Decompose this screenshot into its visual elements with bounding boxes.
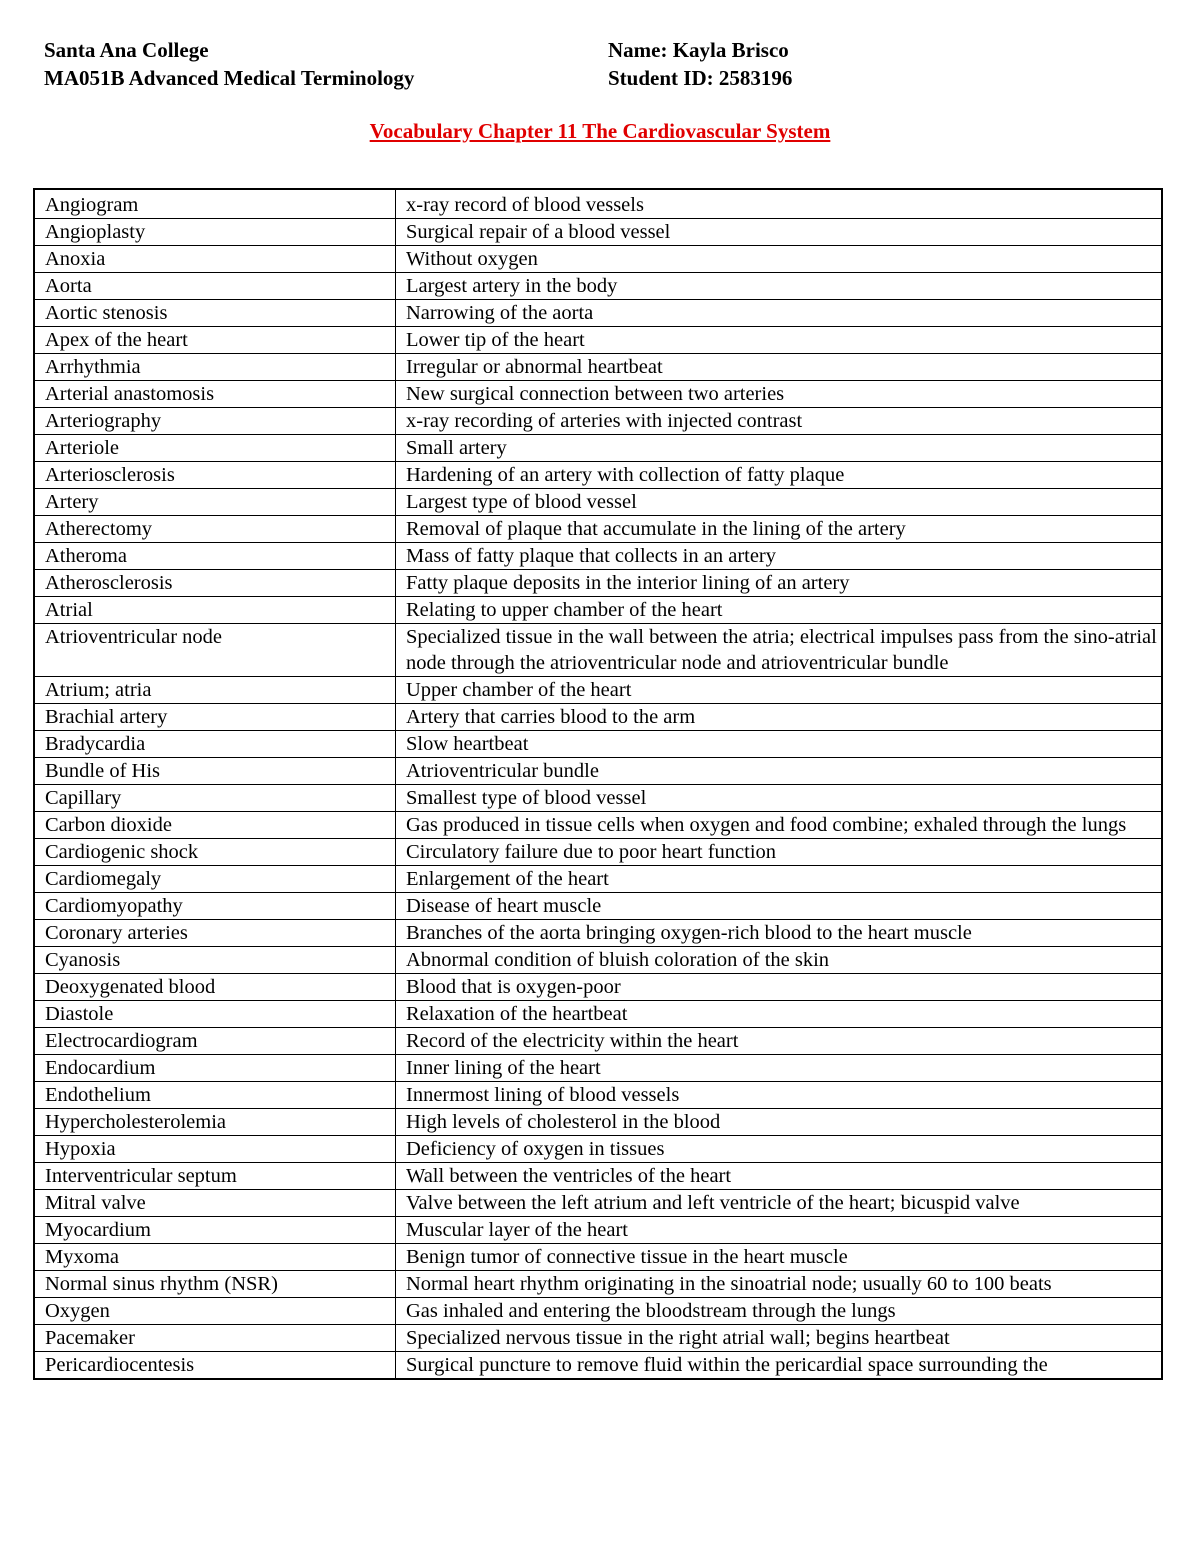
document-title: Vocabulary Chapter 11 The Cardiovascular System (369, 119, 831, 143)
definition-cell: Smallest type of blood vessel (396, 785, 1163, 812)
table-row (34, 1325, 1162, 1352)
term-cell: Cardiomyopathy (34, 893, 396, 920)
table-row (34, 570, 1162, 597)
definition-cell: Deficiency of oxygen in tissues (396, 1136, 1163, 1163)
table-row (34, 189, 1162, 219)
term-cell: Coronary arteries (34, 920, 396, 947)
table-row (34, 219, 1162, 246)
term-cell: Mitral valve (34, 1190, 396, 1217)
vocabulary-table-body (34, 189, 1162, 1379)
table-row (34, 1271, 1162, 1298)
course-name: MA051B Advanced Medical Terminology (44, 66, 415, 90)
term-cell: Endothelium (34, 1082, 396, 1109)
table-row (34, 327, 1162, 354)
term-cell: Interventricular septum (34, 1163, 396, 1190)
school-name: Santa Ana College (44, 38, 209, 62)
table-row (34, 273, 1162, 300)
term-cell: Atrial (34, 597, 396, 624)
table-row (34, 866, 1162, 893)
definition-cell: Gas produced in tissue cells when oxygen and food combine; exhaled through the lungs (396, 812, 1163, 839)
table-row (34, 893, 1162, 920)
definition-cell: Valve between the left atrium and left ventricle of the heart; bicuspid valve (396, 1190, 1163, 1217)
table-row (34, 1298, 1162, 1325)
definition-cell: Specialized nervous tissue in the right atrial wall; begins heartbeat (396, 1325, 1163, 1352)
definition-cell: New surgical connection between two arteries (396, 381, 1163, 408)
term-cell: Bundle of His (34, 758, 396, 785)
definition-cell: Record of the electricity within the heart (396, 1028, 1163, 1055)
term-cell: Hypoxia (34, 1136, 396, 1163)
definition-cell: Blood that is oxygen-poor (396, 974, 1163, 1001)
table-row (34, 974, 1162, 1001)
term-cell: Oxygen (34, 1298, 396, 1325)
term-cell: Cyanosis (34, 947, 396, 974)
definition-cell: Muscular layer of the heart (396, 1217, 1163, 1244)
term-cell: Myxoma (34, 1244, 396, 1271)
term-cell: Aortic stenosis (34, 300, 396, 327)
definition-cell: Small artery (396, 435, 1163, 462)
definition-cell: Inner lining of the heart (396, 1055, 1163, 1082)
table-row (34, 246, 1162, 273)
student-id: Student ID: 2583196 (608, 66, 793, 90)
term-cell: Myocardium (34, 1217, 396, 1244)
table-row (34, 1352, 1162, 1380)
definition-cell: Fatty plaque deposits in the interior lining of an artery (396, 570, 1163, 597)
term-cell: Atherectomy (34, 516, 396, 543)
table-row (34, 920, 1162, 947)
definition-cell: Irregular or abnormal heartbeat (396, 354, 1163, 381)
definition-cell: Narrowing of the aorta (396, 300, 1163, 327)
table-row (34, 1109, 1162, 1136)
term-cell: Brachial artery (34, 704, 396, 731)
term-cell: Aorta (34, 273, 396, 300)
table-row (34, 1190, 1162, 1217)
definition-cell: x-ray recording of arteries with injected contrast (396, 408, 1163, 435)
term-cell: Arteriole (34, 435, 396, 462)
term-cell: Bradycardia (34, 731, 396, 758)
table-row (34, 785, 1162, 812)
term-cell: Arteriosclerosis (34, 462, 396, 489)
definition-cell: Hardening of an artery with collection of fatty plaque (396, 462, 1163, 489)
definition-cell: Normal heart rhythm originating in the sinoatrial node; usually 60 to 100 beats (396, 1271, 1163, 1298)
definition-cell: Relating to upper chamber of the heart (396, 597, 1163, 624)
definition-cell: Mass of fatty plaque that collects in an artery (396, 543, 1163, 570)
definition-cell: Artery that carries blood to the arm (396, 704, 1163, 731)
definition-cell: Lower tip of the heart (396, 327, 1163, 354)
term-cell: Diastole (34, 1001, 396, 1028)
table-row (34, 677, 1162, 704)
definition-cell: x-ray record of blood vessels (396, 189, 1163, 219)
table-row (34, 300, 1162, 327)
table-row (34, 1163, 1162, 1190)
table-row (34, 758, 1162, 785)
definition-cell: Abnormal condition of bluish coloration of the skin (396, 947, 1163, 974)
term-cell: Pacemaker (34, 1325, 396, 1352)
term-cell: Carbon dioxide (34, 812, 396, 839)
table-row (34, 597, 1162, 624)
vocabulary-table (33, 188, 1163, 1380)
definition-cell: Wall between the ventricles of the heart (396, 1163, 1163, 1190)
term-cell: Cardiogenic shock (34, 839, 396, 866)
table-row (34, 704, 1162, 731)
definition-cell: Relaxation of the heartbeat (396, 1001, 1163, 1028)
term-cell: Atrioventricular node (34, 624, 396, 677)
term-cell: Angioplasty (34, 219, 396, 246)
definition-cell: Without oxygen (396, 246, 1163, 273)
header-left-block (44, 36, 414, 92)
definition-cell: Benign tumor of connective tissue in the heart muscle (396, 1244, 1163, 1271)
definition-cell: High levels of cholesterol in the blood (396, 1109, 1163, 1136)
term-cell: Atrium; atria (34, 677, 396, 704)
table-row (34, 1244, 1162, 1271)
term-cell: Endocardium (34, 1055, 396, 1082)
term-cell: Anoxia (34, 246, 396, 273)
term-cell: Normal sinus rhythm (NSR) (34, 1271, 396, 1298)
term-cell: Electrocardiogram (34, 1028, 396, 1055)
table-row (34, 947, 1162, 974)
term-cell: Deoxygenated blood (34, 974, 396, 1001)
definition-cell: Innermost lining of blood vessels (396, 1082, 1163, 1109)
table-row (34, 731, 1162, 758)
definition-cell: Specialized tissue in the wall between the atria; electrical impulses pass from the sino-atrial node through the atrioventricular node and atrioventricular bundle (396, 624, 1163, 677)
definition-cell: Enlargement of the heart (396, 866, 1163, 893)
table-row (34, 1001, 1162, 1028)
term-cell: Atherosclerosis (34, 570, 396, 597)
table-row (34, 543, 1162, 570)
definition-cell: Largest type of blood vessel (396, 489, 1163, 516)
table-row (34, 462, 1162, 489)
table-row (34, 1055, 1162, 1082)
term-cell: Pericardiocentesis (34, 1352, 396, 1380)
table-row (34, 489, 1162, 516)
table-row (34, 1082, 1162, 1109)
definition-cell: Circulatory failure due to poor heart function (396, 839, 1163, 866)
term-cell: Arrhythmia (34, 354, 396, 381)
definition-cell: Upper chamber of the heart (396, 677, 1163, 704)
definition-cell: Removal of plaque that accumulate in the lining of the artery (396, 516, 1163, 543)
table-row (34, 624, 1162, 677)
definition-cell: Surgical repair of a blood vessel (396, 219, 1163, 246)
definition-cell: Disease of heart muscle (396, 893, 1163, 920)
header-right-block (608, 36, 792, 92)
table-row (34, 1136, 1162, 1163)
table-row (34, 812, 1162, 839)
student-name: Name: Kayla Brisco (608, 38, 789, 62)
term-cell: Angiogram (34, 189, 396, 219)
table-row (34, 1217, 1162, 1244)
table-row (34, 1028, 1162, 1055)
definition-cell: Atrioventricular bundle (396, 758, 1163, 785)
term-cell: Capillary (34, 785, 396, 812)
table-row (34, 435, 1162, 462)
table-row (34, 839, 1162, 866)
term-cell: Hypercholesterolemia (34, 1109, 396, 1136)
table-row (34, 354, 1162, 381)
table-row (34, 516, 1162, 543)
term-cell: Apex of the heart (34, 327, 396, 354)
term-cell: Arteriography (34, 408, 396, 435)
table-row (34, 408, 1162, 435)
table-row (34, 381, 1162, 408)
term-cell: Artery (34, 489, 396, 516)
definition-cell: Largest artery in the body (396, 273, 1163, 300)
definition-cell: Gas inhaled and entering the bloodstream through the lungs (396, 1298, 1163, 1325)
term-cell: Arterial anastomosis (34, 381, 396, 408)
term-cell: Atheroma (34, 543, 396, 570)
definition-cell: Branches of the aorta bringing oxygen-rich blood to the heart muscle (396, 920, 1163, 947)
definition-cell: Slow heartbeat (396, 731, 1163, 758)
term-cell: Cardiomegaly (34, 866, 396, 893)
definition-cell: Surgical puncture to remove fluid within the pericardial space surrounding the (396, 1352, 1163, 1380)
